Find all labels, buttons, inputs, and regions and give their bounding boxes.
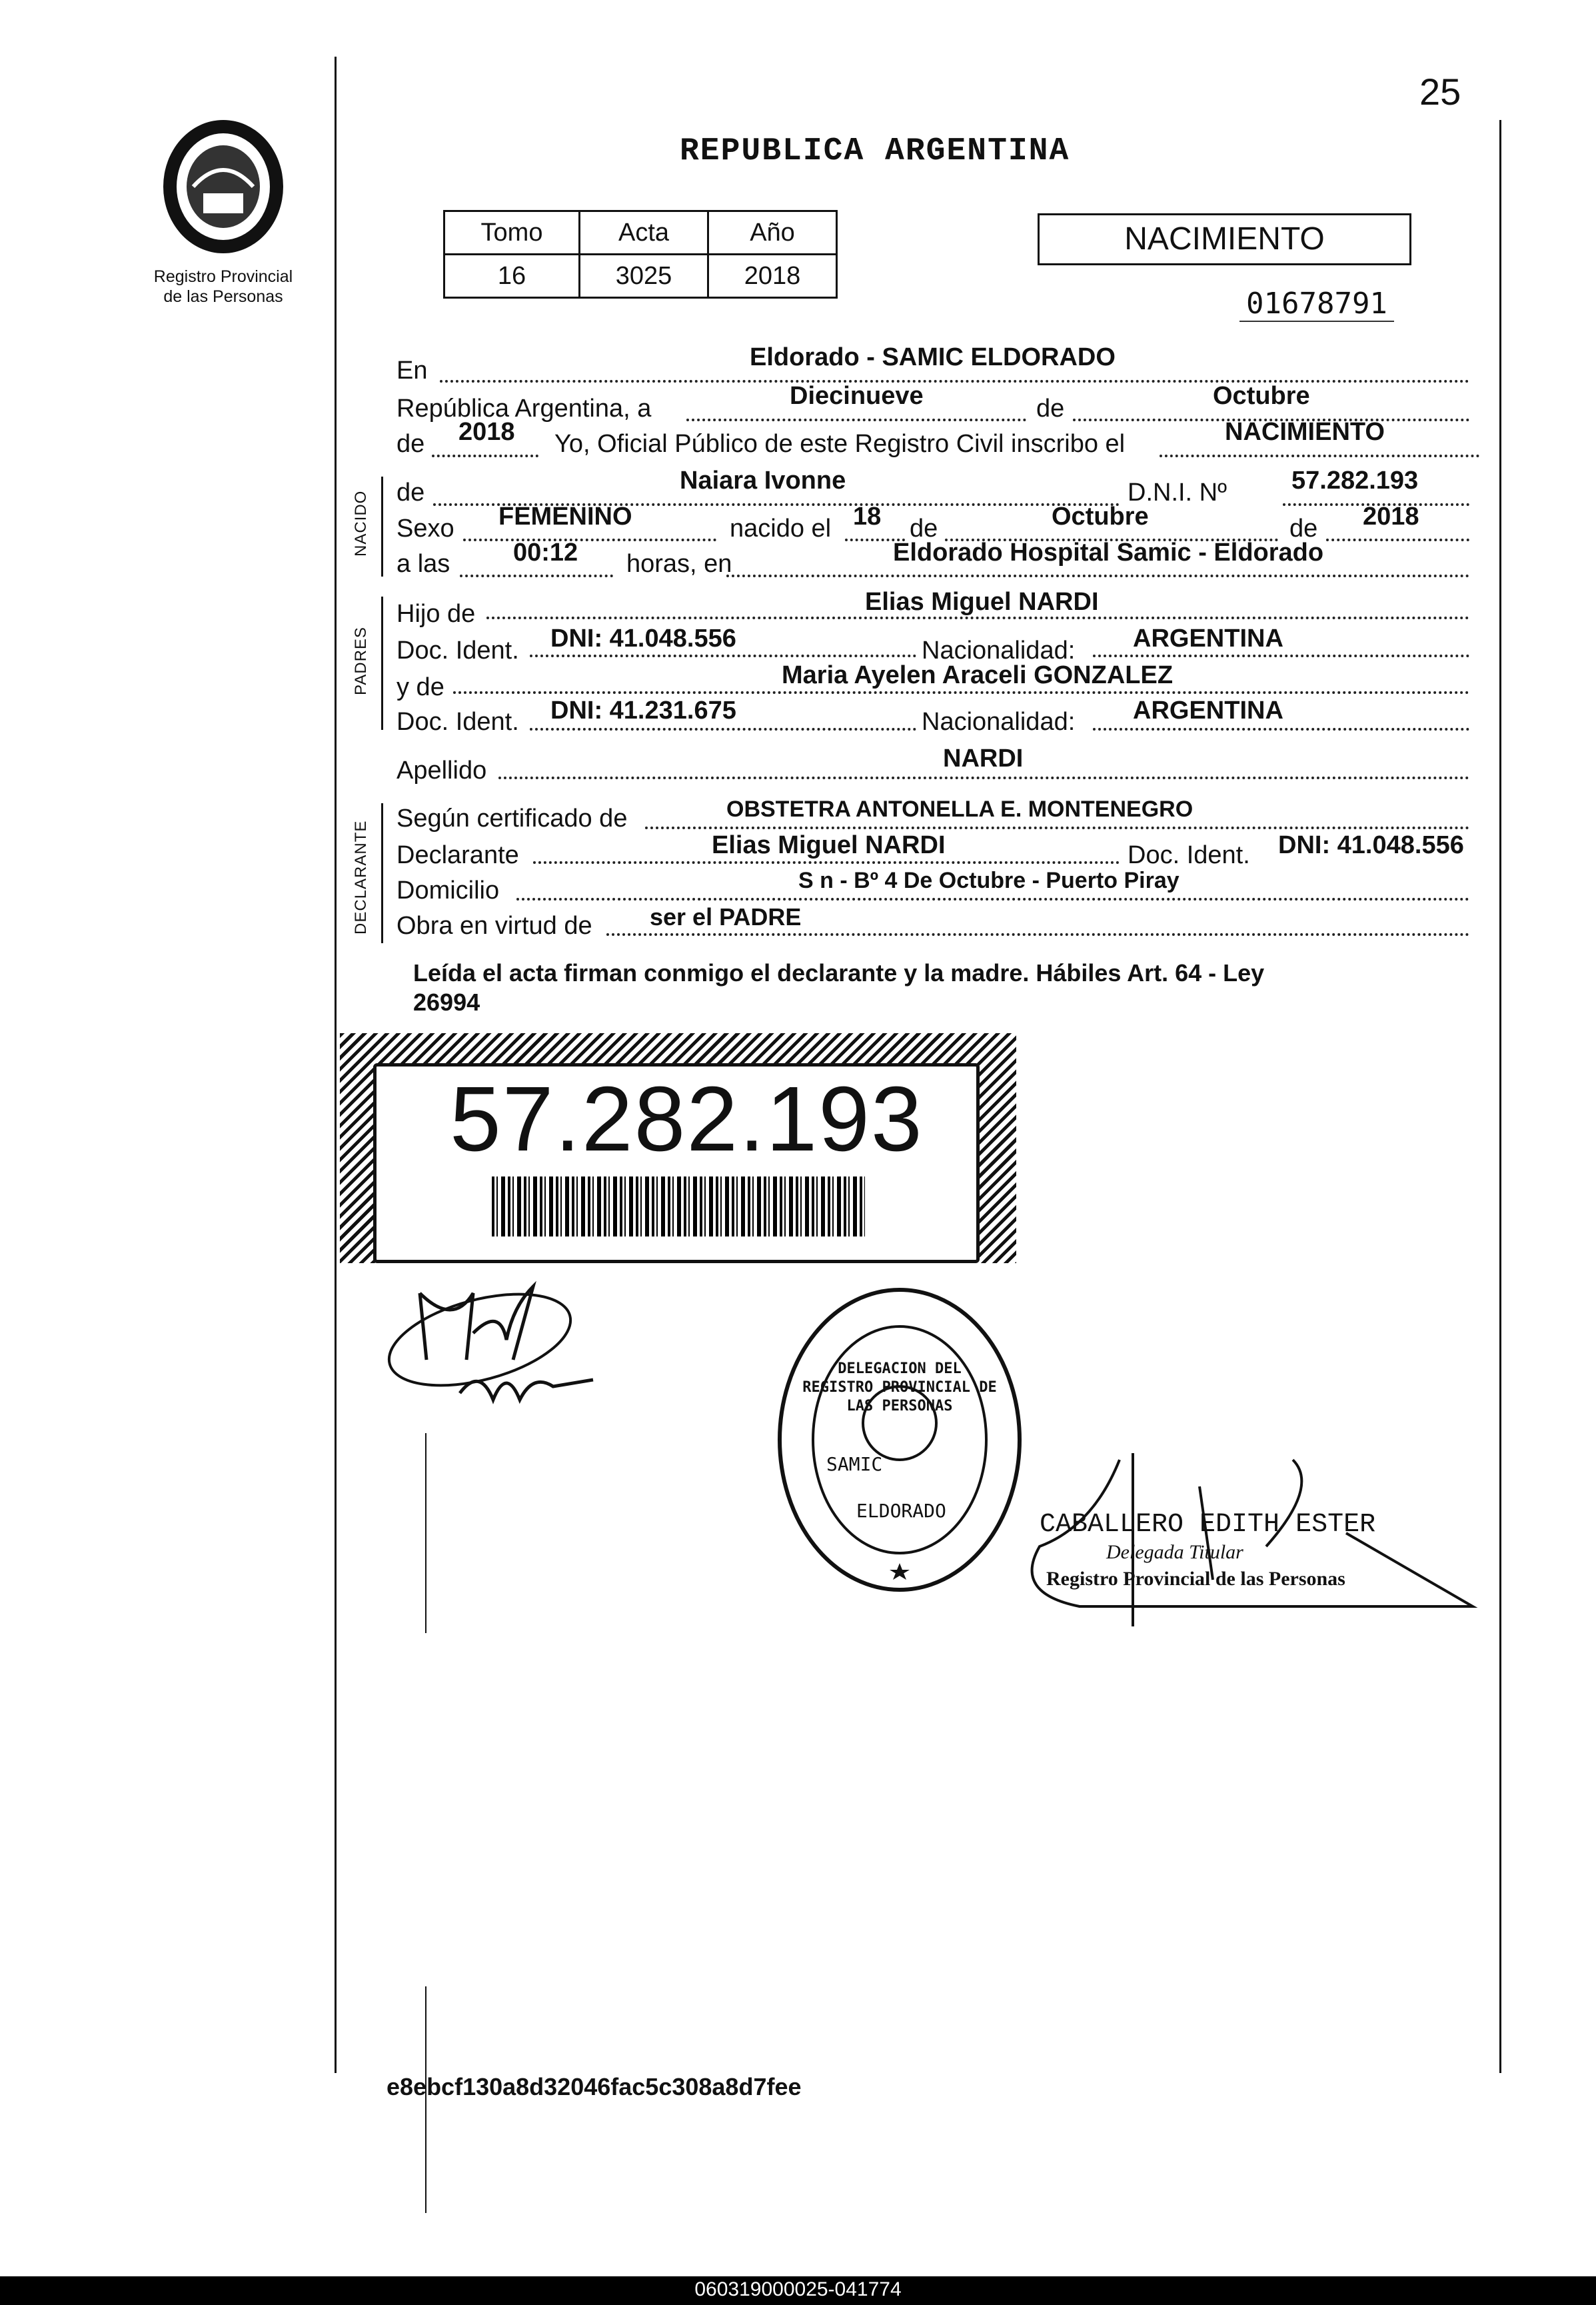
- label-doc-ident-declarante: Doc. Ident.: [1128, 841, 1250, 869]
- side-label-declarante: DECLARANTE: [352, 820, 370, 935]
- value-hora: 00:12: [513, 539, 578, 567]
- value-declarante-doc: DNI: 41.048.556: [1278, 831, 1464, 859]
- dotted-line: [498, 777, 1469, 779]
- seal-inner-bottom: ELDORADO: [856, 1500, 946, 1522]
- dotted-line: [1326, 539, 1469, 541]
- dotted-line: [533, 861, 1120, 864]
- left-margin-line: [335, 57, 337, 2073]
- label-republica: República Argentina, a: [397, 395, 652, 423]
- label-hijo-de: Hijo de: [397, 600, 476, 628]
- value-anio-acta: 2018: [458, 418, 515, 446]
- anio-header: Año: [708, 211, 837, 255]
- official-role: Delegada Titular: [1106, 1541, 1243, 1563]
- registry-name-line2: de las Personas: [163, 287, 283, 306]
- label-doc-ident-madre: Doc. Ident.: [397, 708, 519, 736]
- side-label-padres: PADRES: [352, 627, 370, 695]
- closing-line1: Leída el acta firman conmigo el declarante y la madre. Hábiles Art. 64 - Ley: [413, 959, 1265, 987]
- dotted-line: [440, 380, 1469, 383]
- label-nacionalidad-madre: Nacionalidad:: [922, 708, 1076, 736]
- tomo-header: Tomo: [444, 211, 580, 255]
- dotted-line: [530, 655, 916, 657]
- brace: [381, 477, 383, 577]
- value-declarante: Elias Miguel NARDI: [712, 831, 946, 859]
- acta-header: Acta: [580, 211, 708, 255]
- value-anio-nac: 2018: [1363, 503, 1419, 531]
- tomo-acta-table: [443, 210, 838, 299]
- value-lugar-nac: Eldorado Hospital Samic - Eldorado: [893, 539, 1324, 567]
- value-madre-doc: DNI: 41.231.675: [550, 697, 736, 725]
- label-domicilio: Domicilio: [397, 877, 500, 905]
- label-horas-en: horas, en: [626, 550, 732, 578]
- label-doc-ident-padre: Doc. Ident.: [397, 637, 519, 665]
- official-name: CABALLERO EDITH ESTER: [1040, 1510, 1376, 1540]
- value-certificado: OBSTETRA ANTONELLA E. MONTENEGRO: [726, 797, 1194, 822]
- label-sexo: Sexo: [397, 515, 454, 543]
- value-dia: Diecinueve: [790, 382, 924, 410]
- label-de-nombre: de: [397, 479, 425, 507]
- seal-inner-top: SAMIC: [826, 1453, 883, 1475]
- closing-text: [413, 959, 1264, 1017]
- label-a-las: a las: [397, 550, 450, 578]
- dotted-line: [453, 691, 1469, 694]
- label-de-mes-nac: de: [910, 515, 938, 543]
- value-madre: Maria Ayelen Araceli GONZALEZ: [782, 661, 1174, 689]
- brace: [381, 597, 383, 730]
- value-madre-nac: ARGENTINA: [1133, 697, 1283, 725]
- value-sexo: FEMENINO: [498, 503, 632, 531]
- registry-name-line1: Registro Provincial: [153, 267, 293, 286]
- dotted-line: [432, 455, 538, 457]
- label-de-anio-nac: de: [1289, 515, 1318, 543]
- dotted-line: [1093, 728, 1469, 731]
- value-apellido: NARDI: [943, 745, 1024, 773]
- dotted-line: [606, 933, 1469, 936]
- closing-line2: 26994: [413, 989, 480, 1016]
- serial-number: 01678791: [1239, 287, 1394, 322]
- dotted-line: [686, 419, 1026, 421]
- label-yo: Yo, Oficial Público de este Registro Civil inscribo el: [554, 430, 1126, 458]
- seal-ring-text: DELEGACION DEL REGISTRO PROVINCIAL DE LAS PERSONAS: [802, 1360, 997, 1414]
- document-type-box: NACIMIENTO: [1038, 213, 1411, 265]
- value-lugar: Eldorado - SAMIC ELDORADO: [750, 343, 1116, 371]
- dotted-line: [486, 617, 1469, 619]
- label-declarante: Declarante: [397, 841, 519, 869]
- label-segun: Según certificado de: [397, 805, 628, 833]
- label-obra: Obra en virtud de: [397, 912, 592, 940]
- dotted-line: [726, 575, 1469, 577]
- dotted-line: [460, 575, 613, 577]
- value-nombre: Naiara Ivonne: [680, 467, 846, 495]
- dotted-line: [530, 728, 916, 731]
- label-nacionalidad-padre: Nacionalidad:: [922, 637, 1076, 665]
- label-de-anio: de: [397, 430, 425, 458]
- dni-stamp-number: 57.282.193: [450, 1068, 924, 1170]
- dotted-line: [1160, 455, 1479, 457]
- dotted-line: [516, 898, 1469, 901]
- footer-code: 060319000025-041774: [694, 2278, 902, 2300]
- value-padre-doc: DNI: 41.048.556: [550, 625, 736, 653]
- official-seal: [773, 1283, 1026, 1596]
- label-nacido-el: nacido el: [730, 515, 832, 543]
- tomo-value: 16: [444, 255, 580, 298]
- document-title: REPUBLICA ARGENTINA: [680, 133, 1070, 169]
- scan-mark-line: [425, 1433, 426, 1633]
- province-logo: [157, 113, 290, 260]
- value-padre-nac: ARGENTINA: [1133, 625, 1283, 653]
- value-tipo: NACIMIENTO: [1225, 418, 1385, 446]
- registry-name: [127, 267, 320, 307]
- acta-value: 3025: [580, 255, 708, 298]
- value-obra: ser el PADRE: [650, 903, 802, 931]
- page-number: 25: [1419, 71, 1461, 113]
- brace: [381, 803, 383, 943]
- declarant-signature: [380, 1266, 613, 1453]
- value-dni: 57.282.193: [1291, 467, 1419, 495]
- label-apellido: Apellido: [397, 757, 487, 785]
- document-hash: e8ebcf130a8d32046fac5c308a8d7fee: [387, 2073, 802, 2100]
- dotted-line: [463, 539, 716, 541]
- dotted-line: [645, 827, 1469, 829]
- right-margin-line: [1499, 120, 1501, 2073]
- label-en: En: [397, 357, 428, 385]
- label-dni: D.N.I. Nº: [1128, 479, 1227, 507]
- label-de-mes: de: [1036, 395, 1065, 423]
- value-dia-nac: 18: [853, 503, 882, 531]
- value-padre: Elias Miguel NARDI: [865, 588, 1099, 616]
- dni-barcode: [492, 1176, 865, 1236]
- value-mes-nac: Octubre: [1052, 503, 1149, 531]
- side-label-nacido: NACIDO: [352, 490, 370, 557]
- official-office: Registro Provincial de las Personas: [1046, 1568, 1345, 1590]
- anio-value: 2018: [708, 255, 837, 298]
- value-mes: Octubre: [1213, 382, 1310, 410]
- value-domicilio: S n - Bº 4 De Octubre - Puerto Piray: [798, 868, 1180, 893]
- dotted-line: [1093, 655, 1469, 657]
- label-y-de: y de: [397, 673, 444, 701]
